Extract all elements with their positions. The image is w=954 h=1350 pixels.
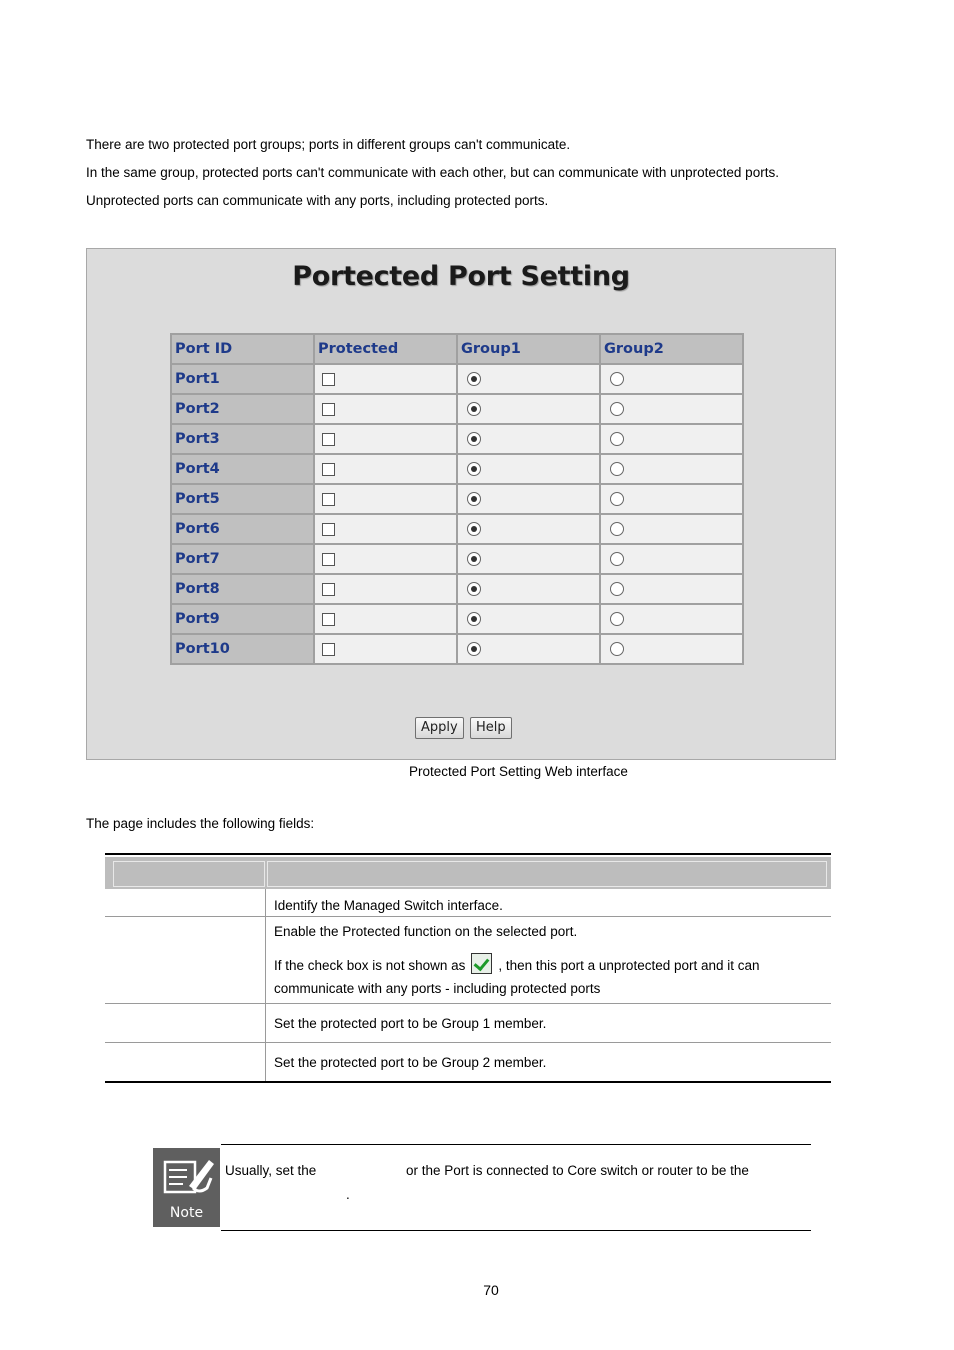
group2-cell [600, 574, 743, 604]
protected-port-table [170, 333, 744, 665]
header-port-id: Port ID [171, 334, 314, 364]
protected-checkbox[interactable] [322, 463, 335, 476]
group1-radio[interactable] [467, 492, 481, 506]
group2-radio[interactable] [610, 462, 624, 476]
group1-cell [457, 634, 600, 664]
table-top-rule [105, 853, 831, 855]
protected-cell [314, 484, 457, 514]
group1-radio[interactable] [467, 462, 481, 476]
group2-radio[interactable] [610, 432, 624, 446]
help-button[interactable]: Help [470, 717, 512, 739]
note-top-rule [221, 1144, 811, 1145]
protected-cell [314, 394, 457, 424]
protected-cell [314, 604, 457, 634]
row-divider [105, 916, 831, 917]
table-row [171, 484, 743, 514]
table-row [171, 394, 743, 424]
group1-cell [457, 514, 600, 544]
protected-cell [314, 364, 457, 394]
note-text-a: Usually, set the [225, 1163, 317, 1178]
port-id-cell: Port7 [171, 544, 314, 574]
protected-checkbox[interactable] [322, 493, 335, 506]
header-protected: Protected [314, 334, 457, 364]
protected-checkbox[interactable] [322, 433, 335, 446]
port-id-cell: Port1 [171, 364, 314, 394]
group1-radio[interactable] [467, 402, 481, 416]
table-row [171, 364, 743, 394]
field-desc-group1: Set the protected port to be Group 1 member. [274, 1016, 547, 1031]
figure-caption: Protected Port Setting Web interface [409, 764, 628, 779]
fields-intro: The page includes the following fields: [86, 816, 315, 831]
protected-cell [314, 544, 457, 574]
table-row [171, 454, 743, 484]
field-desc-port-id: Identify the Managed Switch interface. [274, 898, 503, 913]
header-group2: Group2 [600, 334, 743, 364]
hand-writing-icon [153, 1148, 220, 1208]
port-id-cell: Port3 [171, 424, 314, 454]
protected-cell [314, 454, 457, 484]
intro-line-2: In the same group, protected ports can't communicate with each other, but can communicate with unprotected ports. [86, 165, 779, 180]
group2-cell [600, 484, 743, 514]
group2-radio[interactable] [610, 522, 624, 536]
group2-radio[interactable] [610, 372, 624, 386]
group1-radio[interactable] [467, 522, 481, 536]
port-id-cell: Port5 [171, 484, 314, 514]
header-description-cell [267, 861, 827, 887]
protected-checkbox[interactable] [322, 583, 335, 596]
group1-radio[interactable] [467, 612, 481, 626]
group1-radio[interactable] [467, 552, 481, 566]
protected-cell [314, 514, 457, 544]
field-desc-protected-2 [274, 953, 760, 974]
group2-radio[interactable] [610, 642, 624, 656]
port-id-cell: Port2 [171, 394, 314, 424]
group2-radio[interactable] [610, 552, 624, 566]
page-number: 70 [483, 1282, 499, 1298]
group2-cell [600, 544, 743, 574]
group1-cell [457, 604, 600, 634]
protected-checkbox[interactable] [322, 403, 335, 416]
intro-line-1: There are two protected port groups; ports in different groups can't communicate. [86, 137, 571, 152]
port-id-cell: Port6 [171, 514, 314, 544]
protected-checkbox[interactable] [322, 523, 335, 536]
apply-button[interactable]: Apply [415, 717, 464, 739]
group1-cell [457, 394, 600, 424]
protected-port-setting-panel [86, 248, 836, 760]
table-row [171, 574, 743, 604]
header-group1: Group1 [457, 334, 600, 364]
port-id-cell: Port4 [171, 454, 314, 484]
row-divider [105, 1003, 831, 1004]
group2-cell [600, 454, 743, 484]
protected-checkbox[interactable] [322, 553, 335, 566]
table-row [171, 514, 743, 544]
panel-title: Portected Port Setting [292, 261, 630, 292]
group2-cell [600, 514, 743, 544]
protected-cell [314, 574, 457, 604]
group2-radio[interactable] [610, 582, 624, 596]
group2-cell [600, 394, 743, 424]
note-text-c: . [346, 1187, 350, 1202]
fields-table-header [105, 857, 831, 889]
group2-cell [600, 604, 743, 634]
port-id-cell: Port9 [171, 604, 314, 634]
group1-cell [457, 424, 600, 454]
port-id-cell: Port8 [171, 574, 314, 604]
group2-radio[interactable] [610, 492, 624, 506]
group1-cell [457, 574, 600, 604]
field-desc-protected-2a: If the check box is not shown as [274, 958, 466, 973]
group1-radio[interactable] [467, 372, 481, 386]
group1-radio[interactable] [467, 642, 481, 656]
table-row [171, 634, 743, 664]
note-label: Note [169, 1205, 204, 1221]
protected-checkbox[interactable] [322, 373, 335, 386]
field-desc-protected-1: Enable the Protected function on the selected port. [274, 924, 578, 939]
port-id-cell: Port10 [171, 634, 314, 664]
group1-cell [457, 454, 600, 484]
group2-radio[interactable] [610, 612, 624, 626]
table-header-row [171, 334, 743, 364]
row-divider [105, 1042, 831, 1043]
protected-checkbox[interactable] [322, 643, 335, 656]
group2-cell [600, 424, 743, 454]
note-icon [153, 1148, 220, 1227]
table-bottom-rule [105, 1081, 831, 1083]
table-row [171, 544, 743, 574]
protected-cell [314, 424, 457, 454]
header-object-cell [113, 861, 265, 887]
protected-cell [314, 634, 457, 664]
group1-radio[interactable] [467, 432, 481, 446]
table-row [171, 424, 743, 454]
group2-cell [600, 364, 743, 394]
group1-cell [457, 544, 600, 574]
group1-cell [457, 484, 600, 514]
table-row [171, 604, 743, 634]
group1-radio[interactable] [467, 582, 481, 596]
group2-radio[interactable] [610, 402, 624, 416]
group1-cell [457, 364, 600, 394]
note-text-b: or the Port is connected to Core switch or router to be the [406, 1163, 749, 1178]
column-divider [265, 889, 266, 1081]
field-desc-protected-3: communicate with any ports - including protected ports [274, 981, 601, 996]
group2-cell [600, 634, 743, 664]
field-desc-group2: Set the protected port to be Group 2 member. [274, 1055, 547, 1070]
note-bottom-rule [221, 1230, 811, 1231]
protected-checkbox[interactable] [322, 613, 335, 626]
intro-line-3: Unprotected ports can communicate with any ports, including protected ports. [86, 193, 549, 208]
field-desc-protected-2b: , then this port a unprotected port and it can [498, 958, 760, 973]
checked-checkbox-icon [471, 953, 492, 974]
